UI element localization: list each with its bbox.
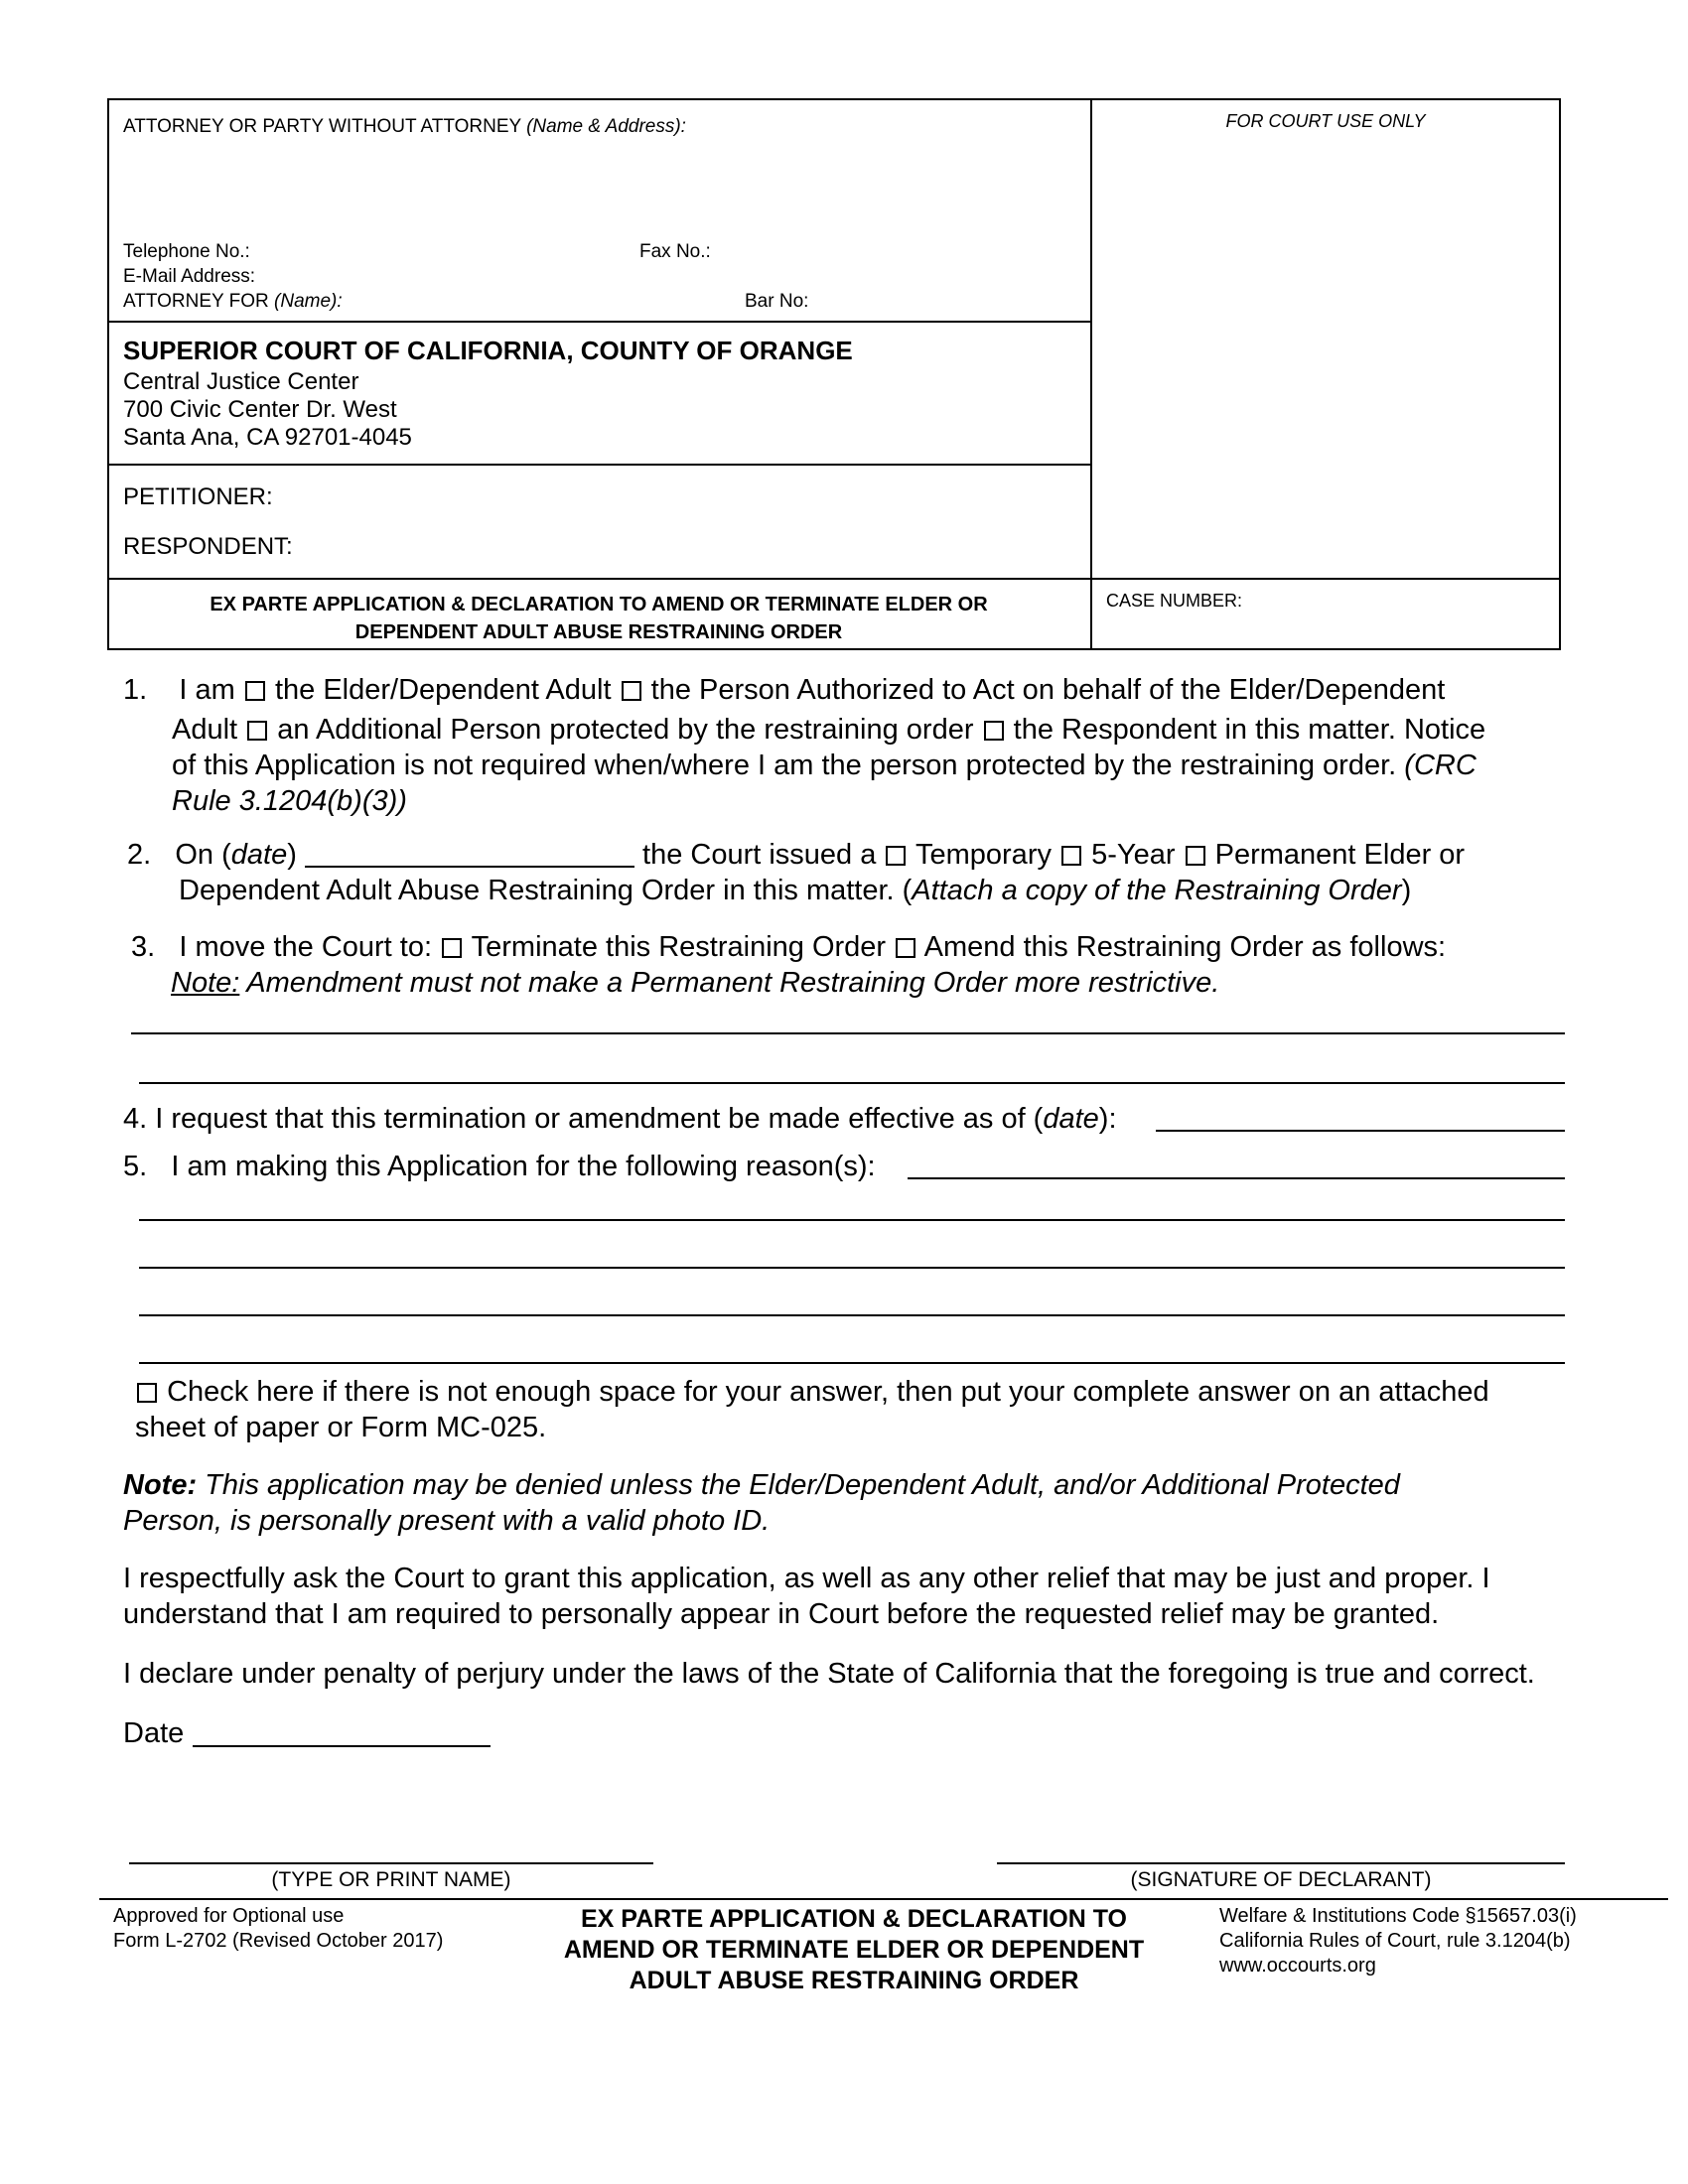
check-extra-space: Check here if there is not enough space for your answer, then put your complete answer on an attached sheet of paper or Form MC-025. (135, 1376, 1489, 1443)
checkbox-5-year[interactable] (1061, 846, 1081, 866)
checkbox-additional-person[interactable] (247, 721, 267, 741)
checkbox-authorized-person[interactable] (622, 681, 641, 701)
footer-title: EX PARTE APPLICATION & DECLARATION TO AMEND OR TERMINATE ELDER OR DEPENDENT ADULT ABUSE RESTRAINING ORDER (563, 1905, 1145, 1994)
court-address-2: 700 Civic Center Dr. West (123, 396, 397, 423)
signature-label: (SIGNATURE OF DECLARANT) (1130, 1868, 1432, 1891)
reasons-line-2[interactable] (139, 1267, 1565, 1269)
reasons-line-0[interactable] (908, 1177, 1565, 1179)
caption-divider (1090, 98, 1092, 650)
footer-right: Welfare & Institutions Code §15657.03(i) California Rules of Court, rule 3.1204(b) www.occourts.org (1219, 1905, 1577, 1977)
declaration: I declare under penalty of perjury under the laws of the State of California that the foregoing is true and correct. (123, 1658, 1535, 1690)
item-4: 4. I request that this termination or amendment be made effective as of (date): (123, 1103, 1117, 1135)
item-3: 3. I move the Court to: Terminate this Restraining Order Amend this Restraining Order as follows: Note: Amendment must not make a Permanent Restraining Order more restrictive. (131, 931, 1447, 999)
court-name: SUPERIOR COURT OF CALIFORNIA, COUNTY OF ORANGE (123, 336, 853, 365)
item-2: 2. On (date) the Court issued a Temporary 5-Year Permanent Elder or Dependent Adult Abuse Restraining Order in this matter. (Attach a copy of the Restraining Order) (127, 839, 1466, 906)
caption-rule-3 (107, 578, 1090, 580)
order-date-field[interactable] (305, 840, 634, 868)
court-use-label: FOR COURT USE ONLY (1225, 111, 1426, 131)
print-name-line[interactable] (129, 1862, 653, 1864)
form-title: EX PARTE APPLICATION & DECLARATION TO AMEND OR TERMINATE ELDER OR DEPENDENT ADULT ABUSE RESTRAINING ORDER (210, 594, 988, 643)
checkbox-terminate[interactable] (442, 938, 462, 958)
checkbox-permanent[interactable] (1186, 846, 1205, 866)
fax-label: Fax No.: (639, 241, 711, 262)
attorney-label: ATTORNEY OR PARTY WITHOUT ATTORNEY (Name & Address): (123, 116, 686, 137)
checkbox-amend[interactable] (896, 938, 915, 958)
checkbox-extra-space[interactable] (137, 1383, 157, 1403)
court-address-1: Central Justice Center (123, 368, 359, 395)
footer-rule (99, 1898, 1668, 1900)
reasons-line-4[interactable] (139, 1362, 1565, 1364)
checkbox-temporary[interactable] (886, 846, 906, 866)
signature-line[interactable] (997, 1862, 1565, 1864)
request-paragraph: I respectfully ask the Court to grant this application, as well as any other relief that may be just and proper. I understand that I am required to personally appear in Court before the requested relief may be granted. (123, 1563, 1490, 1630)
amend-line-1[interactable] (131, 1032, 1565, 1034)
reasons-line-1[interactable] (139, 1219, 1565, 1221)
reasons-line-3[interactable] (139, 1314, 1565, 1316)
case-number-label: CASE NUMBER: (1106, 591, 1243, 611)
date-label: Date (123, 1717, 185, 1749)
bar-label: Bar No: (745, 291, 809, 312)
item-5: 5. I am making this Application for the following reason(s): (123, 1151, 876, 1182)
footer-left: Approved for Optional use Form L-2702 (Revised October 2017) (113, 1905, 444, 1952)
effective-date-field[interactable] (1156, 1130, 1565, 1132)
signature-date-field[interactable] (193, 1745, 491, 1747)
caption-rule-1 (107, 321, 1090, 323)
checkbox-elder[interactable] (245, 681, 265, 701)
checkbox-respondent[interactable] (984, 721, 1004, 741)
attorney-for-label: ATTORNEY FOR (Name): (123, 291, 343, 312)
caption-rule-2 (107, 464, 1090, 466)
item-1: 1. I am the Elder/Dependent Adult the Person Authorized to Act on behalf of the Elder/Dependent Adult an Additional Person protected by the restraining order the Respondent in this matter. Notice of this Application is not required when/where I am the person protected by the restraining order. (CRC Rule 3.1204(b)(3)) (123, 674, 1486, 817)
amend-line-2[interactable] (139, 1082, 1565, 1084)
email-label: E-Mail Address: (123, 266, 256, 287)
telephone-label: Telephone No.: (123, 241, 250, 262)
note-paragraph: Note: This application may be denied unless the Elder/Dependent Adult, and/or Additional Protected Person, is personally present with a valid photo ID. (123, 1469, 1400, 1537)
caption-rule-4 (1090, 578, 1561, 580)
petitioner-label: PETITIONER: (123, 483, 273, 510)
respondent-label: RESPONDENT: (123, 533, 293, 560)
print-name-label: (TYPE OR PRINT NAME) (271, 1868, 511, 1891)
court-address-3: Santa Ana, CA 92701-4045 (123, 424, 412, 451)
